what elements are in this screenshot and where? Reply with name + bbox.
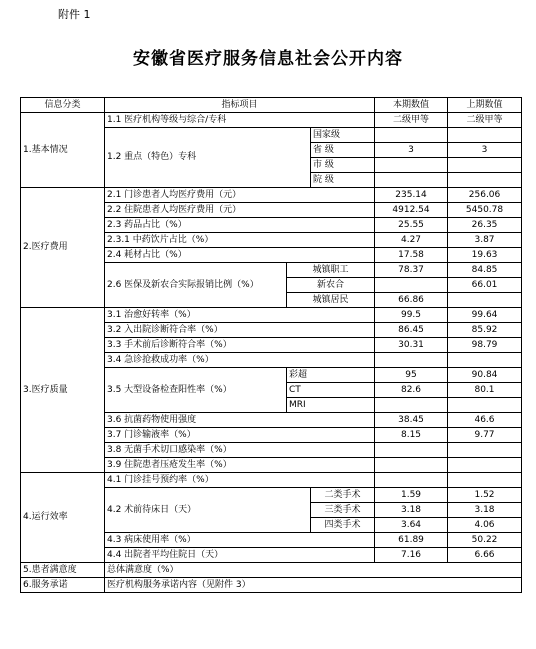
indicator-label: 3.8 无菌手术切口感染率（%） <box>105 443 375 458</box>
sub-label: 新农合 <box>287 278 375 293</box>
current-value: 4.27 <box>375 233 448 248</box>
current-value: 3.18 <box>375 503 448 518</box>
current-value <box>375 158 448 173</box>
previous-value: 50.22 <box>448 533 522 548</box>
current-value: 95 <box>375 368 448 383</box>
indicator-label: 2.3.1 中药饮片占比（%） <box>105 233 375 248</box>
sub-label: 省 级 <box>311 143 375 158</box>
table-row <box>21 308 522 323</box>
indicator-label: 2.1 门诊患者人均医疗费用（元） <box>105 188 375 203</box>
current-value: 25.55 <box>375 218 448 233</box>
table-row <box>21 113 522 128</box>
sub-label: CT <box>287 383 375 398</box>
previous-value: 6.66 <box>448 548 522 563</box>
indicator-label: 3.1 治愈好转率（%） <box>105 308 375 323</box>
previous-value: 26.35 <box>448 218 522 233</box>
sub-label: 三类手术 <box>311 503 375 518</box>
previous-value: 98.79 <box>448 338 522 353</box>
previous-value: 46.6 <box>448 413 522 428</box>
previous-value: 66.01 <box>448 278 522 293</box>
sub-label: MRI <box>287 398 375 413</box>
indicator-label: 3.4 急诊抢救成功率（%） <box>105 353 375 368</box>
previous-value: 84.85 <box>448 263 522 278</box>
current-value <box>375 128 448 143</box>
header-row <box>21 98 522 113</box>
table-row <box>21 578 522 593</box>
current-value: 78.37 <box>375 263 448 278</box>
indicator-label: 3.9 住院患者压疮发生率（%） <box>105 458 375 473</box>
previous-value: 1.52 <box>448 488 522 503</box>
previous-value <box>448 353 522 368</box>
indicator-label: 2.4 耗材占比（%） <box>105 248 375 263</box>
category-basic: 1.基本情况 <box>21 113 105 188</box>
indicator-label: 2.2 住院患者人均医疗费用（元） <box>105 203 375 218</box>
previous-value <box>448 473 522 488</box>
indicator-label: 3.5 大型设备检查阳性率（%） <box>105 368 287 413</box>
current-value <box>375 278 448 293</box>
previous-value <box>448 443 522 458</box>
current-value <box>375 473 448 488</box>
category-satisfaction: 5.患者满意度 <box>21 563 105 578</box>
disclosure-table <box>20 97 522 593</box>
indicator-label: 4.1 门诊挂号预约率（%） <box>105 473 375 488</box>
previous-value: 3.87 <box>448 233 522 248</box>
attachment-label: 附件 1 <box>58 8 91 21</box>
previous-value: 90.84 <box>448 368 522 383</box>
previous-value: 256.06 <box>448 188 522 203</box>
previous-value: 80.1 <box>448 383 522 398</box>
indicator-label: 3.6 抗菌药物使用强度 <box>105 413 375 428</box>
sub-label: 二类手术 <box>311 488 375 503</box>
previous-value: 3.18 <box>448 503 522 518</box>
indicator-label: 4.3 病床使用率（%） <box>105 533 375 548</box>
current-value: 1.59 <box>375 488 448 503</box>
current-value <box>375 458 448 473</box>
sub-label: 市 级 <box>311 158 375 173</box>
current-value <box>375 443 448 458</box>
sub-label: 四类手术 <box>311 518 375 533</box>
current-value: 61.89 <box>375 533 448 548</box>
header-category: 信息分类 <box>21 98 105 113</box>
previous-value <box>448 158 522 173</box>
indicator-label: 4.2 术前待床日（天） <box>105 488 311 533</box>
current-value <box>375 398 448 413</box>
previous-value <box>448 458 522 473</box>
current-value: 3 <box>375 143 448 158</box>
current-value: 3.64 <box>375 518 448 533</box>
current-value: 86.45 <box>375 323 448 338</box>
current-value <box>375 173 448 188</box>
sub-label: 国家级 <box>311 128 375 143</box>
sub-label: 彩超 <box>287 368 375 383</box>
current-value: 17.58 <box>375 248 448 263</box>
previous-value: 5450.78 <box>448 203 522 218</box>
previous-value <box>448 173 522 188</box>
indicator-label: 4.4 出院者平均住院日（天） <box>105 548 375 563</box>
category-efficiency: 4.运行效率 <box>21 473 105 563</box>
indicator-label: 医疗机构服务承诺内容（见附件 3） <box>105 578 522 593</box>
indicator-label: 2.3 药品占比（%） <box>105 218 375 233</box>
current-value: 99.5 <box>375 308 448 323</box>
current-value: 66.86 <box>375 293 448 308</box>
table-row <box>21 563 522 578</box>
current-value <box>375 353 448 368</box>
sub-label: 院 级 <box>311 173 375 188</box>
current-value: 7.16 <box>375 548 448 563</box>
sub-label: 城镇职工 <box>287 263 375 278</box>
previous-value: 9.77 <box>448 428 522 443</box>
previous-value: 19.63 <box>448 248 522 263</box>
category-quality: 3.医疗质量 <box>21 308 105 473</box>
category-commitment: 6.服务承诺 <box>21 578 105 593</box>
previous-value <box>448 398 522 413</box>
page-title: 安徽省医疗服务信息社会公开内容 <box>133 49 403 69</box>
header-previous: 上期数值 <box>448 98 522 113</box>
sub-label: 城镇居民 <box>287 293 375 308</box>
previous-value: 85.92 <box>448 323 522 338</box>
previous-value <box>448 293 522 308</box>
indicator-label: 1.2 重点（特色）专科 <box>105 128 311 188</box>
previous-value: 3 <box>448 143 522 158</box>
table-row <box>21 473 522 488</box>
indicator-label: 1.1 医疗机构等级与综合/专科 <box>105 113 375 128</box>
previous-value: 二级甲等 <box>448 113 522 128</box>
current-value: 二级甲等 <box>375 113 448 128</box>
table-row <box>21 188 522 203</box>
category-cost: 2.医疗费用 <box>21 188 105 308</box>
current-value: 30.31 <box>375 338 448 353</box>
current-value: 4912.54 <box>375 203 448 218</box>
indicator-label: 2.6 医保及新农合实际报销比例（%） <box>105 263 287 308</box>
header-current: 本期数值 <box>375 98 448 113</box>
current-value: 8.15 <box>375 428 448 443</box>
header-indicator: 指标项目 <box>105 98 375 113</box>
indicator-label: 总体满意度（%） <box>105 563 522 578</box>
previous-value <box>448 128 522 143</box>
current-value: 82.6 <box>375 383 448 398</box>
indicator-label: 3.7 门诊输液率（%） <box>105 428 375 443</box>
previous-value: 99.64 <box>448 308 522 323</box>
indicator-label: 3.2 入出院诊断符合率（%） <box>105 323 375 338</box>
current-value: 235.14 <box>375 188 448 203</box>
current-value: 38.45 <box>375 413 448 428</box>
previous-value: 4.06 <box>448 518 522 533</box>
indicator-label: 3.3 手术前后诊断符合率（%） <box>105 338 375 353</box>
